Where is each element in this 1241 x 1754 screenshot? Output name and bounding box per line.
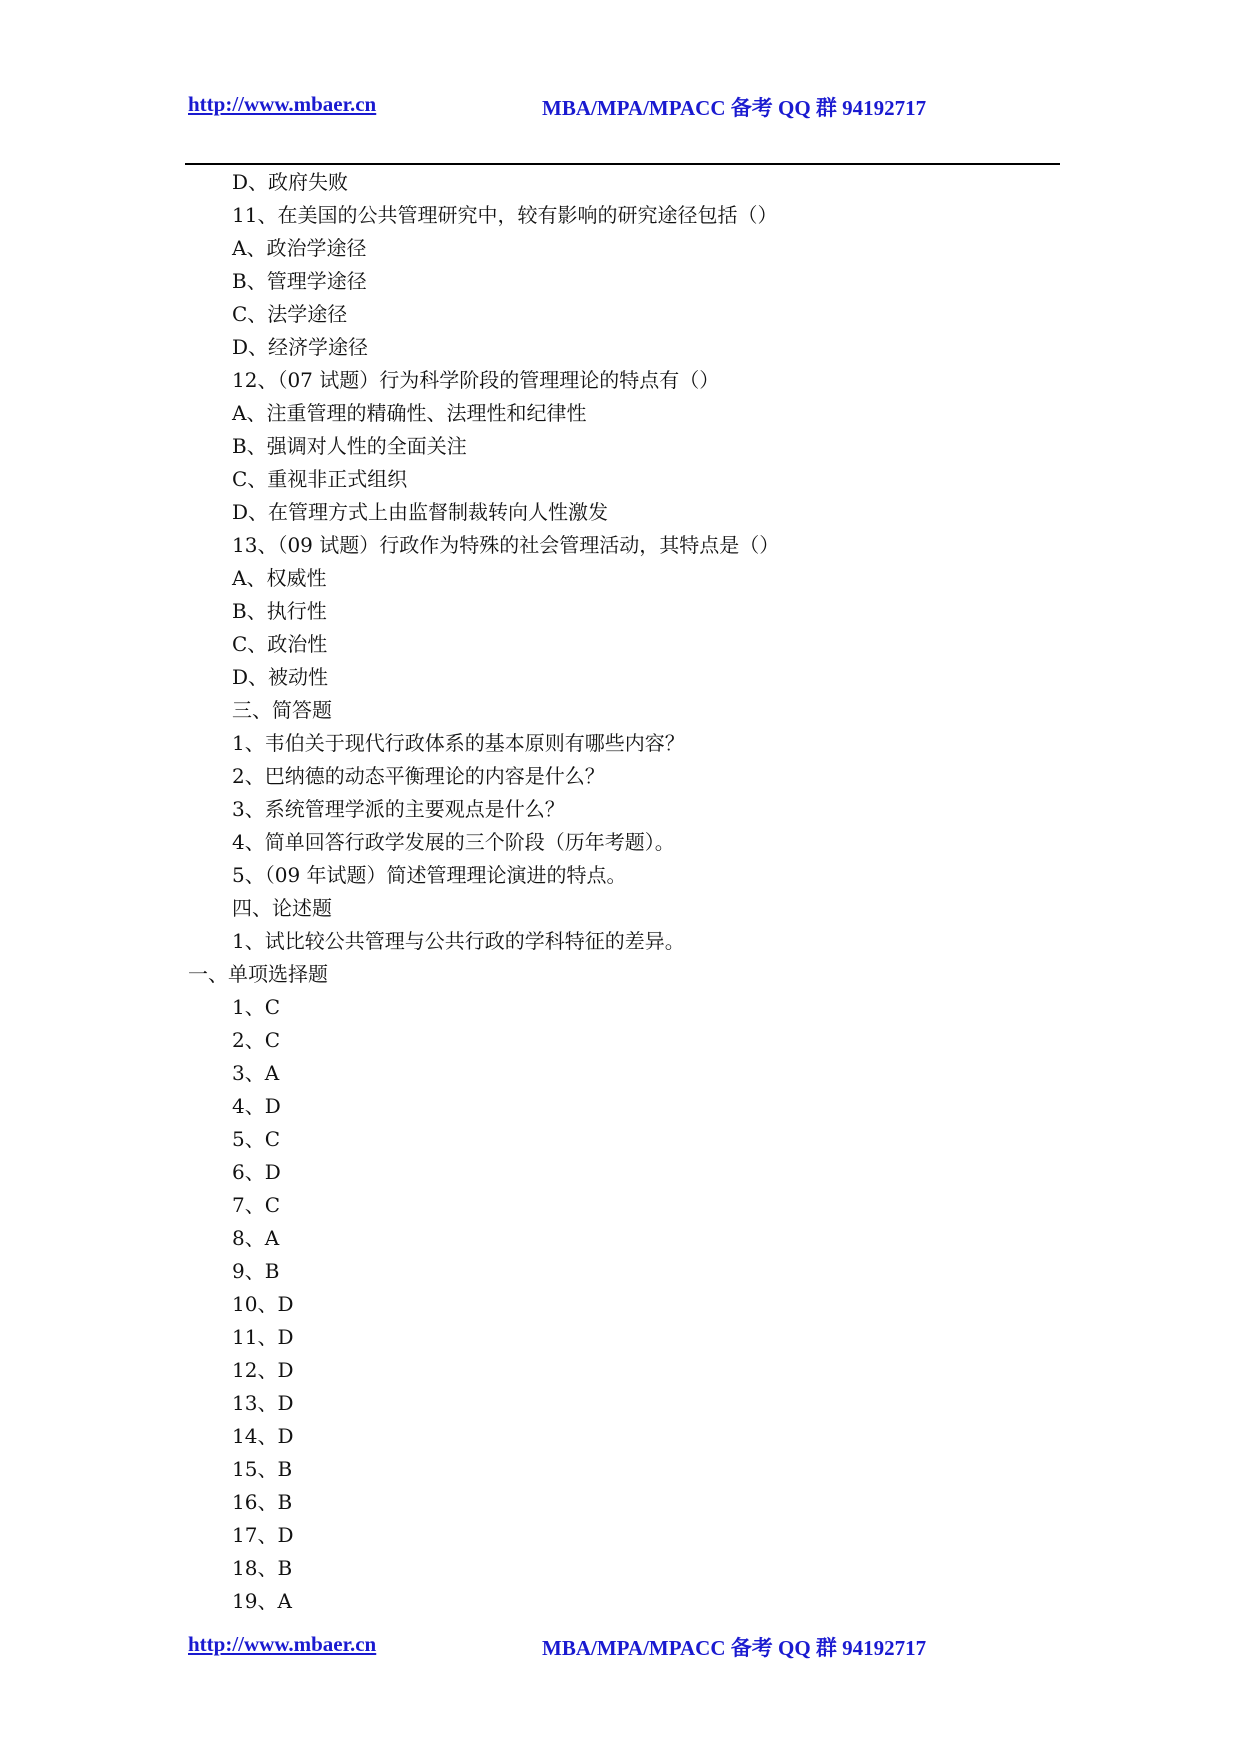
answer-line: 9、B — [232, 1259, 280, 1283]
question-line: 1、试比较公共管理与公共行政的学科特征的差异。 — [232, 929, 685, 953]
answer-line: 11、D — [232, 1325, 294, 1349]
answer-line: 2、C — [232, 1028, 281, 1052]
option-line: C、法学途径 — [232, 302, 348, 326]
question-line: 4、简单回答行政学发展的三个阶段（历年考题）。 — [232, 830, 675, 854]
question-line: 2、巴纳德的动态平衡理论的内容是什么？ — [232, 764, 605, 788]
answer-line: 17、D — [232, 1523, 294, 1547]
answer-line: 16、B — [232, 1490, 293, 1514]
option-line: D、政府失败 — [232, 170, 349, 194]
section-heading: 四、论述题 — [232, 896, 332, 920]
answer-line: 4、D — [232, 1094, 281, 1118]
answer-line: 13、D — [232, 1391, 294, 1415]
answer-line: 5、C — [232, 1127, 281, 1151]
question-line: 12、（07 试题）行为科学阶段的管理理论的特点有（） — [232, 368, 720, 392]
answer-line: 12、D — [232, 1358, 294, 1382]
site-link[interactable]: http://www.mbaer.cn — [188, 1632, 377, 1656]
option-line: A、政治学途径 — [232, 236, 367, 260]
option-line: C、重视非正式组织 — [232, 467, 408, 491]
answer-line: 14、D — [232, 1424, 294, 1448]
section-heading: 三、简答题 — [232, 698, 332, 722]
question-line: 1、韦伯关于现代行政体系的基本原则有哪些内容？ — [232, 731, 685, 755]
question-line: 3、系统管理学派的主要观点是什么？ — [232, 797, 565, 821]
question-line: 13、（09 试题）行政作为特殊的社会管理活动，其特点是（） — [232, 533, 780, 557]
page-header — [0, 84, 1241, 124]
answer-line: 15、B — [232, 1457, 293, 1481]
option-line: D、在管理方式上由监督制裁转向人性激发 — [232, 500, 609, 524]
option-line: B、管理学途径 — [232, 269, 367, 293]
option-line: B、强调对人性的全面关注 — [232, 434, 467, 458]
option-line: C、政治性 — [232, 632, 328, 656]
answer-line: 1、C — [232, 995, 281, 1019]
option-line: D、经济学途径 — [232, 335, 369, 359]
answer-line: 3、A — [232, 1061, 280, 1085]
answer-line: 18、B — [232, 1556, 293, 1580]
qq-group-text: MBA/MPA/MPACC 备考 QQ 群 94192717 — [542, 96, 927, 120]
option-line: A、权威性 — [232, 566, 327, 590]
option-line: A、注重管理的精确性、法理性和纪律性 — [232, 401, 587, 425]
question-line: 11、在美国的公共管理研究中，较有影响的研究途径包括（） — [232, 203, 778, 227]
page-footer — [0, 1624, 1241, 1664]
header-divider — [185, 163, 1060, 165]
answer-line: 8、A — [232, 1226, 280, 1250]
answer-line: 10、D — [232, 1292, 294, 1316]
answer-line: 7、C — [232, 1193, 281, 1217]
option-line: B、执行性 — [232, 599, 327, 623]
section-heading: 一、单项选择题 — [188, 962, 328, 986]
option-line: D、被动性 — [232, 665, 329, 689]
question-line: 5、（09 年试题）简述管理理论演进的特点。 — [232, 863, 627, 887]
qq-group-text: MBA/MPA/MPACC 备考 QQ 群 94192717 — [542, 1636, 927, 1660]
answer-line: 19、A — [232, 1589, 292, 1613]
site-link[interactable]: http://www.mbaer.cn — [188, 92, 377, 116]
answer-line: 6、D — [232, 1160, 281, 1184]
